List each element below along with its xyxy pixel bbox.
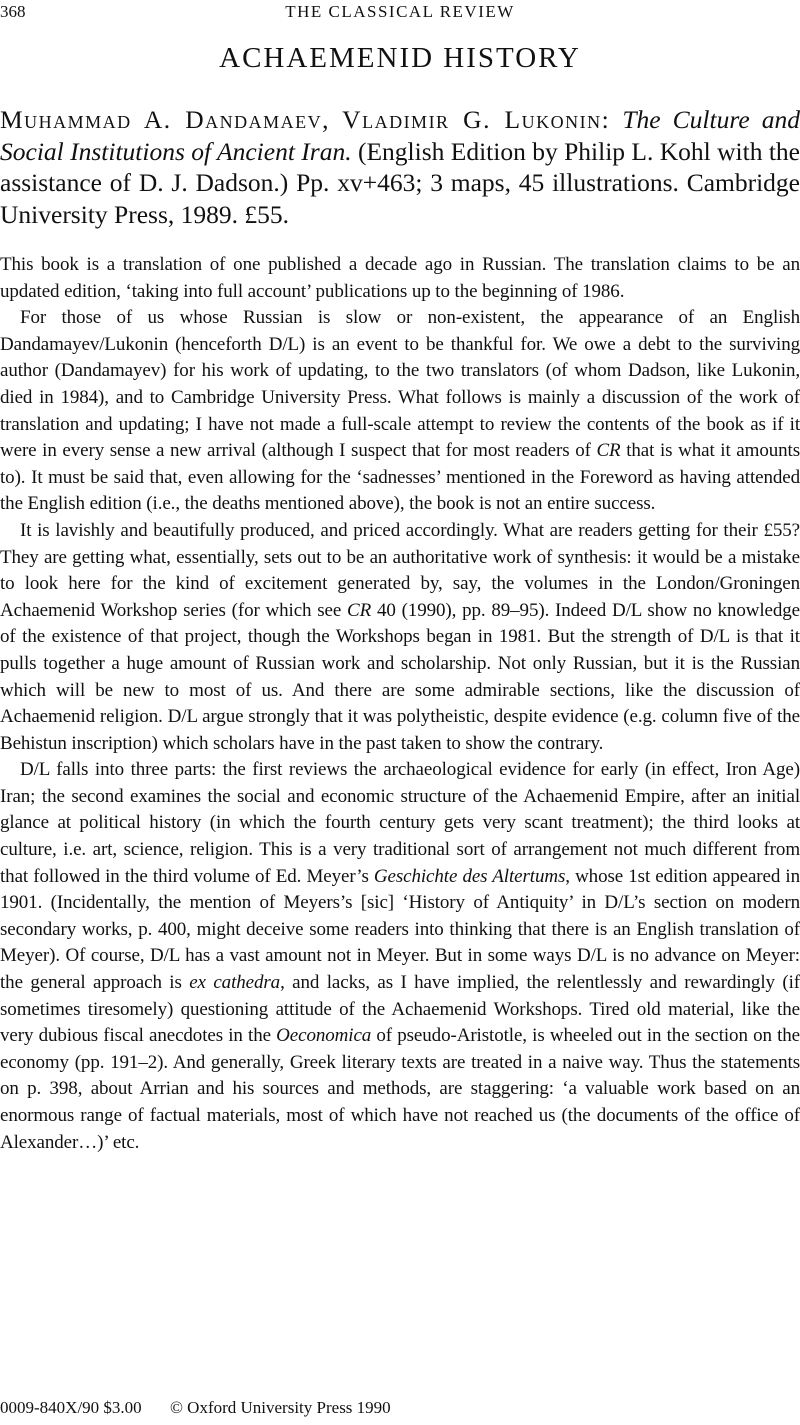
author-lukonin: Vladimir G. Lukonin: [342,105,611,134]
issn-price: 0009-840X/90 $3.00 [0,1398,142,1417]
cr-abbrev: CR [347,599,372,621]
paragraph-2 [0,305,800,518]
author-dandamaev: Muhammad A. Dandamaev, [0,105,331,134]
paragraph-4-text-b: , whose 1st edition appeared in 1901. (Incidentally, the mention of Meyers’s [sic] ‘History of Antiquity’ in D/L’s section on modern secondary works, p. 400, might deceive some readers into thinking that there is an English translation of Meyer). Of course, D/L has a vast amount not in Meyer. But in some ways D/L is no advance on Meyer: the general approach is [0,865,800,994]
running-head [0,2,800,22]
geschichte-title: Geschichte des Altertums [373,865,566,887]
paragraph-4-text-a: D/L falls into three parts: the first reviews the archaeological evidence for early (in effect, Iron Age) Iran; the second examines the social and economic structure of the Achaemenid Empire, after an initial glance at political history (in which the fourth century gets very scant treatment); the third looks at culture, i.e. art, science, religion. This is a very traditional sort of arrangement not much different from that followed in the third volume of Ed. Meyer’s [0,759,800,887]
paragraph-4-text-c: , and lacks, as I have implied, the relentlessly and rewardingly (if sometimes tiresomely) questioning attitude of the Achaemenid Workshops. Tired old material, like the very dubious fiscal anecdotes in the [0,972,800,1047]
paragraph-3-text-a: It is lavishly and beautifully produced, and priced accordingly. What are readers getting for their £55? They are getting what, essentially, sets out to be an authoritative work of synthesis: it would be a mistake to look here for the kind of excitement generated by, say, the volumes in the London/Groningen Achaemenid Workshop series (for which see [0,519,800,621]
page-number: 368 [0,2,26,21]
paragraph-1: This book is a translation of one published a decade ago in Russian. The translation claims to be an updated edition, ‘taking into full account’ publications up to the beginning of 1986. [0,254,800,302]
oeconomica-title: Oeconomica [276,1025,372,1047]
cr-abbrev: CR [596,440,621,462]
paragraph-2-text-b: that is what it amounts to). It must be said that, even allowing for the ‘sadnesses’ mentioned in the Foreword as having attended the English edition (i.e., the deaths mentioned above), the book is not an entire success. [0,440,800,515]
book-citation [0,104,800,230]
copyright-notice: © Oxford University Press 1990 [170,1398,391,1417]
paragraph-2-text-a: For those of us whose Russian is slow or non-existent, the appearance of an English Dandamayev/Lukonin (henceforth D/L) is an event to be thankful for. We owe a debt to the surviving author (Dandamayev) for his work of updating, to the two translators (of whom Dadson, like Lukonin, died in 1984), and to Cambridge University Press. What follows is mainly a discussion of the work of translation and updating; I have not made a full-scale attempt to review the contents of the book as if it were in every sense a new arrival (although I suspect that for most readers of [0,307,800,462]
paragraph-4-text-d: of pseudo-Aristotle, is wheeled out in the section on the economy (pp. 191–2). And generally, Greek literary texts are treated in a naive way. Thus the statements on p. 398, about Arrian and his sources and methods, are staggering: ‘a valuable work based on an enormous range of factual materials, most of which have not reached us (the documents of the office of Alexander…)’ etc. [0,1025,800,1153]
paragraph-3 [0,518,800,757]
paragraph-3-text-b: 40 (1990), pp. 89–95). Indeed D/L show no knowledge of the existence of that project, though the Workshops began in 1981. But the strength of D/L is that it pulls together a huge amount of Russian work and scholarship. Not only Russian, but it is the Russian which will be new to most of us. And there are some admirable sections, like the discussion of Achaemenid religion. D/L argue strongly that it was polytheistic, despite evidence (e.g. column five of the Behistun inscription) which scholars have in the past taken to show the contrary. [0,599,800,754]
ex-cathedra-phrase: ex cathedra [189,972,281,994]
article-title: ACHAEMENID HISTORY [219,42,581,74]
book-title: The Culture and Social Institutions of Ancient Iran. [0,105,800,166]
paragraph-4 [0,757,800,1156]
review-body [0,252,800,1156]
citation-details: (English Edition by Philip L. Kohl with the assistance of D. J. Dadson.) Pp. xv+463; 3 maps, 45 illustrations. Cambridge University Press, 1989. £55. [0,136,800,229]
journal-title: THE CLASSICAL REVIEW [285,2,515,21]
